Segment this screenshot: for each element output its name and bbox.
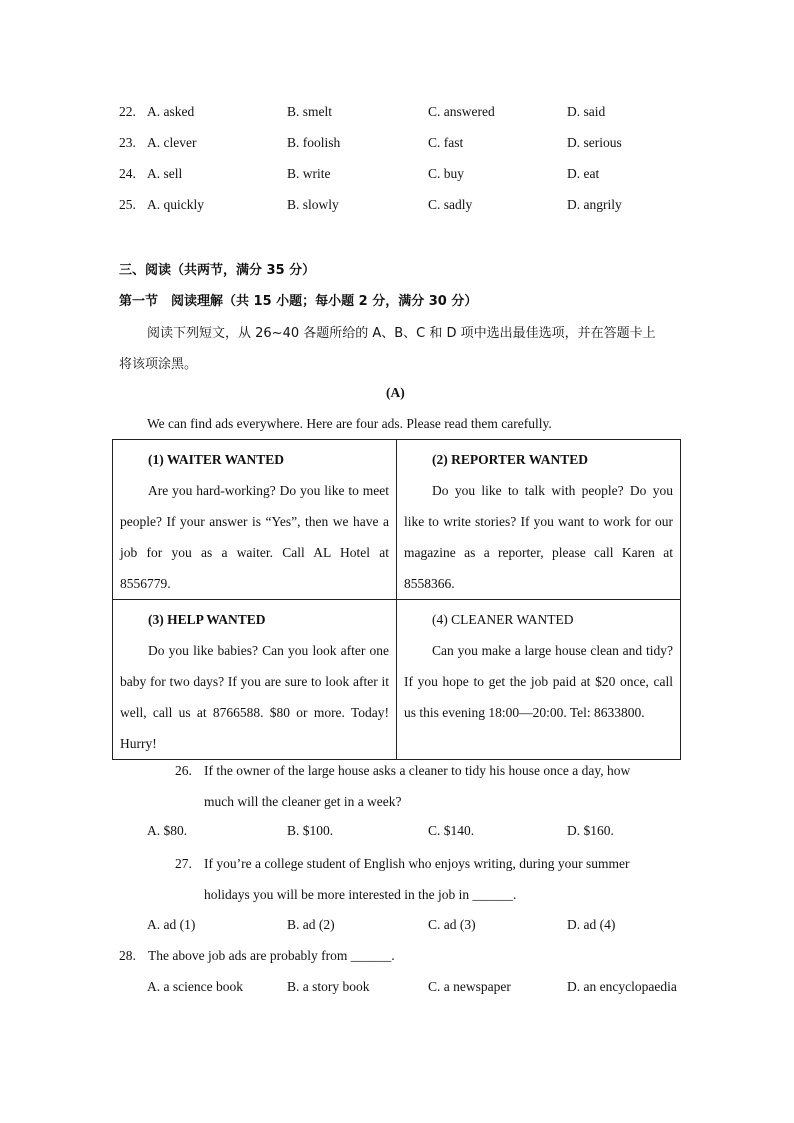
ad-body: Do you like babies? Can you look after one baby for two days? If you are sure to look after it well, call us at 8766588. $80 or more. Today! Hurry!: [120, 643, 389, 751]
question-26-stem: [175, 755, 675, 817]
instruction-line-1: 阅读下列短文，从 26~40 各题所给的 A、B、C 和 D 项中选出最佳选项，并在答题卡上: [147, 326, 656, 341]
option-a: A. $80.: [147, 823, 188, 838]
option-c: C. answered: [428, 104, 495, 119]
passage-label: (A): [386, 385, 405, 400]
option-b: B. foolish: [287, 135, 341, 150]
ads-table: [112, 439, 681, 760]
ad-cell-cleaner: [397, 600, 681, 760]
question-number: 24.: [119, 166, 136, 181]
question-26-options: [119, 823, 699, 843]
question-number: 27.: [175, 856, 192, 871]
option-d: D. ad (4): [567, 917, 616, 932]
option-b: B. $100.: [287, 823, 334, 838]
question-number: 28.: [119, 948, 136, 963]
option-a: A. quickly: [147, 197, 204, 212]
ad-cell-reporter: [397, 440, 681, 600]
stem-line-1: If you’re a college student of English who enjoys writing, during your summer: [204, 856, 630, 871]
option-row-23: [119, 135, 699, 155]
stem-line-2: holidays you will be more interested in the job in ______.: [204, 887, 517, 902]
ad-cell-help: [113, 600, 397, 760]
option-c: C. fast: [428, 135, 464, 150]
ad-title: (1) WAITER WANTED: [148, 452, 285, 467]
option-a: A. a science book: [147, 979, 243, 994]
ad-body: Do you like to talk with people? Do you like to write stories? If you want to work for our magazine as a reporter, please call Karen at 8558366.: [404, 483, 673, 591]
option-d: D. $160.: [567, 823, 614, 838]
option-row-22: [119, 104, 699, 124]
option-b: B. ad (2): [287, 917, 335, 932]
option-b: B. write: [287, 166, 331, 181]
option-b: B. a story book: [287, 979, 370, 994]
option-c: C. buy: [428, 166, 465, 181]
option-c: C. a newspaper: [428, 979, 511, 994]
question-number: 25.: [119, 197, 136, 212]
instruction-line-2: 将该项涂黑。: [119, 357, 198, 372]
option-a: A. clever: [147, 135, 197, 150]
question-27-options: [119, 917, 699, 937]
question-28-options: [119, 979, 699, 999]
option-d: D. serious: [567, 135, 622, 150]
ad-title: (3) HELP WANTED: [148, 612, 266, 627]
stem-line-2: much will the cleaner get in a week?: [204, 794, 402, 809]
option-d: D. an encyclopaedia: [567, 979, 677, 994]
option-c: C. ad (3): [428, 917, 476, 932]
option-a: A. ad (1): [147, 917, 196, 932]
ad-title: (2) REPORTER WANTED: [432, 452, 589, 467]
question-28-stem: [119, 948, 395, 964]
ad-cell-waiter: [113, 440, 397, 600]
part-title: 第一节 阅读理解（共 15 小题；每小题 2 分，满分 30 分）: [119, 294, 478, 309]
question-number: 22.: [119, 104, 136, 119]
option-d: D. eat: [567, 166, 600, 181]
option-row-25: [119, 197, 699, 217]
option-row-24: [119, 166, 699, 186]
option-b: B. smelt: [287, 104, 333, 119]
stem-line-1: If the owner of the large house asks a cleaner to tidy his house once a day, how: [204, 763, 631, 778]
question-number: 23.: [119, 135, 136, 150]
option-b: B. slowly: [287, 197, 339, 212]
ad-title: (4) CLEANER WANTED: [432, 612, 574, 627]
option-c: C. sadly: [428, 197, 473, 212]
question-number: 26.: [175, 763, 192, 778]
question-27-stem: [175, 848, 675, 910]
ad-body: Can you make a large house clean and tidy? If you hope to get the job paid at $20 once, call us this evening 18:00—20:00. Tel: 8633800.: [404, 643, 673, 720]
option-d: D. said: [567, 104, 606, 119]
option-d: D. angrily: [567, 197, 622, 212]
section-title: 三、阅读（共两节，满分 35 分）: [119, 263, 316, 278]
passage-intro: We can find ads everywhere. Here are four ads. Please read them carefully.: [147, 416, 552, 431]
ad-body: Are you hard-working? Do you like to meet people? If your answer is “Yes”, then we have a job for you as a waiter. Call AL Hotel at 8556779.: [120, 483, 389, 591]
option-c: C. $140.: [428, 823, 475, 838]
stem-text: The above job ads are probably from ______.: [148, 948, 395, 963]
option-a: A. sell: [147, 166, 183, 181]
option-a: A. asked: [147, 104, 195, 119]
